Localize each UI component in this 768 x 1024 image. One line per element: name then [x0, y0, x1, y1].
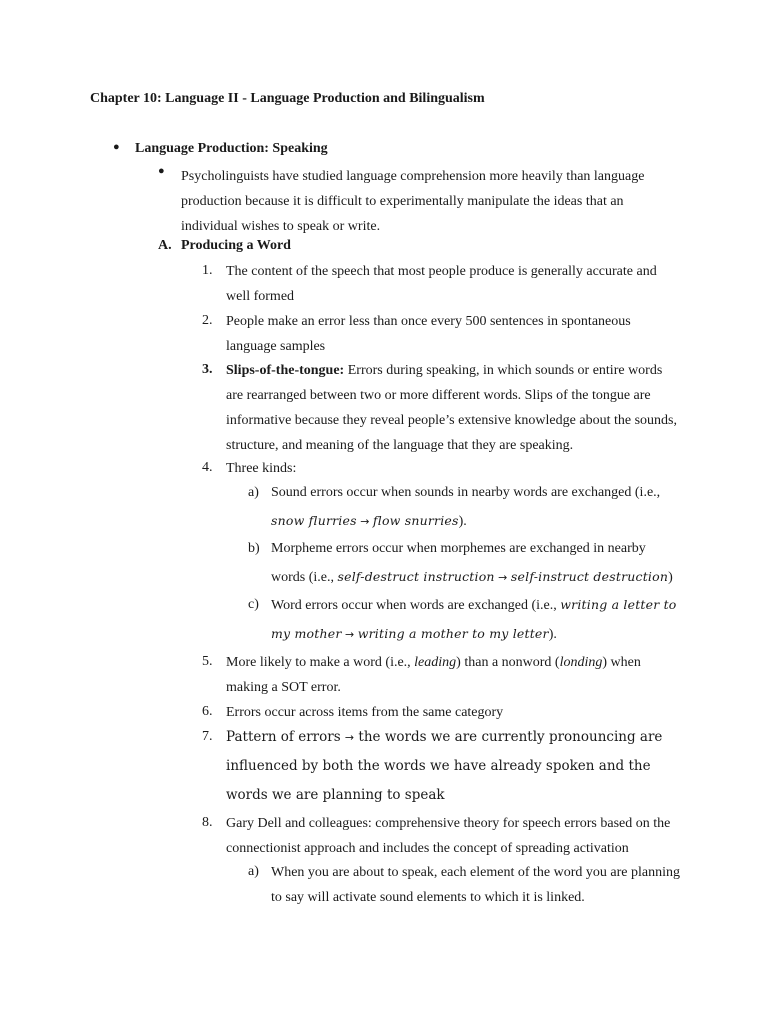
list-item-text: People make an error less than once every 500 sentences in spontaneous language samples [226, 314, 631, 354]
sublist-marker: a) [248, 864, 259, 879]
list-item-text: Gary Dell and colleagues: comprehensive theory for speech errors based on the connectionist approach and includes the concept of spreading activation [226, 816, 671, 856]
bullet-icon: ● [158, 165, 165, 177]
list-text: More likely to make a word (i.e., [226, 655, 415, 670]
term-slips-of-the-tongue: Slips-of-the-tongue: [226, 363, 345, 378]
chapter-title: Chapter 10: Language II - Language Production and Bilingualism [90, 91, 485, 106]
list-item-text: Errors occur across items from the same category [226, 705, 504, 720]
list-text: ) when making a SOT error. [226, 655, 641, 695]
sublist-item-word-errors [271, 591, 683, 649]
sublist-text: ). [458, 514, 467, 529]
section-heading: Language Production: Speaking [135, 141, 328, 156]
sublist-text: ) [668, 570, 673, 585]
sublist-text: ). [548, 627, 557, 642]
list-number: 1. [202, 263, 213, 278]
example-error: writing a mother to my letter [357, 626, 549, 641]
arrow-icon: → [344, 731, 355, 744]
sublist-marker: c) [248, 597, 259, 612]
list-text: the words we are currently pronouncing are influenced by both the words we have already spoken and the words we are planning to speak [226, 729, 663, 803]
term-definition: Errors during speaking, in which sounds or entire words are rearranged between two or more different words. Slips of the tongue are informative because they reveal people’s extensive knowledge about the sounds, structure, and meaning of the language that they are speaking. [226, 363, 677, 453]
example-original: self-destruct instruction [337, 569, 495, 584]
example-original: writing a letter to my mother [271, 597, 677, 641]
list-text: Pattern of errors [226, 729, 345, 745]
list-item-text [226, 358, 682, 458]
arrow-icon: → [356, 515, 373, 528]
example-error: self-instruct destruction [510, 569, 669, 584]
list-number: 8. [202, 815, 213, 830]
list-item-text: The content of the speech that most people produce is generally accurate and well formed [226, 264, 657, 304]
sublist-marker: b) [248, 541, 260, 556]
list-item-text [226, 723, 682, 810]
arrow-icon: → [341, 628, 358, 641]
example-word: leading [414, 655, 457, 670]
sublist-item-spreading-activation: When you are about to speak, each element of the word you are planning to say will activate sound elements to which it is linked. [271, 865, 680, 905]
example-error: flow snurries [372, 513, 459, 528]
list-text: ) than a nonword ( [456, 655, 560, 670]
list-number: 3. [202, 362, 213, 377]
sublist-text: Word errors occur when words are exchanged (i.e., [271, 598, 561, 613]
sublist-item-morpheme-errors [271, 535, 683, 592]
list-number: 7. [202, 729, 213, 744]
list-number: 2. [202, 313, 213, 328]
sublist-marker: a) [248, 485, 259, 500]
list-number: 6. [202, 704, 213, 719]
example-nonword: londing [559, 655, 603, 670]
intro-paragraph: Psycholinguists have studied language comprehension more heavily than language production because it is difficult to experimentally manipulate the ideas that an individual wishes to speak or write. [181, 169, 645, 234]
example-original: snow flurries [271, 513, 357, 528]
bullet-icon: ● [113, 141, 120, 153]
arrow-icon: → [494, 571, 511, 584]
sublist-text: Morpheme errors occur when morphemes are exchanged in nearby words (i.e., [271, 541, 646, 585]
list-item-text [226, 650, 682, 700]
list-number: 5. [202, 654, 213, 669]
sublist-item-sound-errors [271, 479, 683, 536]
sublist-text: Sound errors occur when sounds in nearby words are exchanged (i.e., [271, 485, 661, 500]
list-number: 4. [202, 460, 213, 475]
subsection-heading: Producing a Word [181, 238, 291, 253]
subsection-marker: A. [158, 238, 172, 253]
list-item-text: Three kinds: [226, 461, 297, 476]
